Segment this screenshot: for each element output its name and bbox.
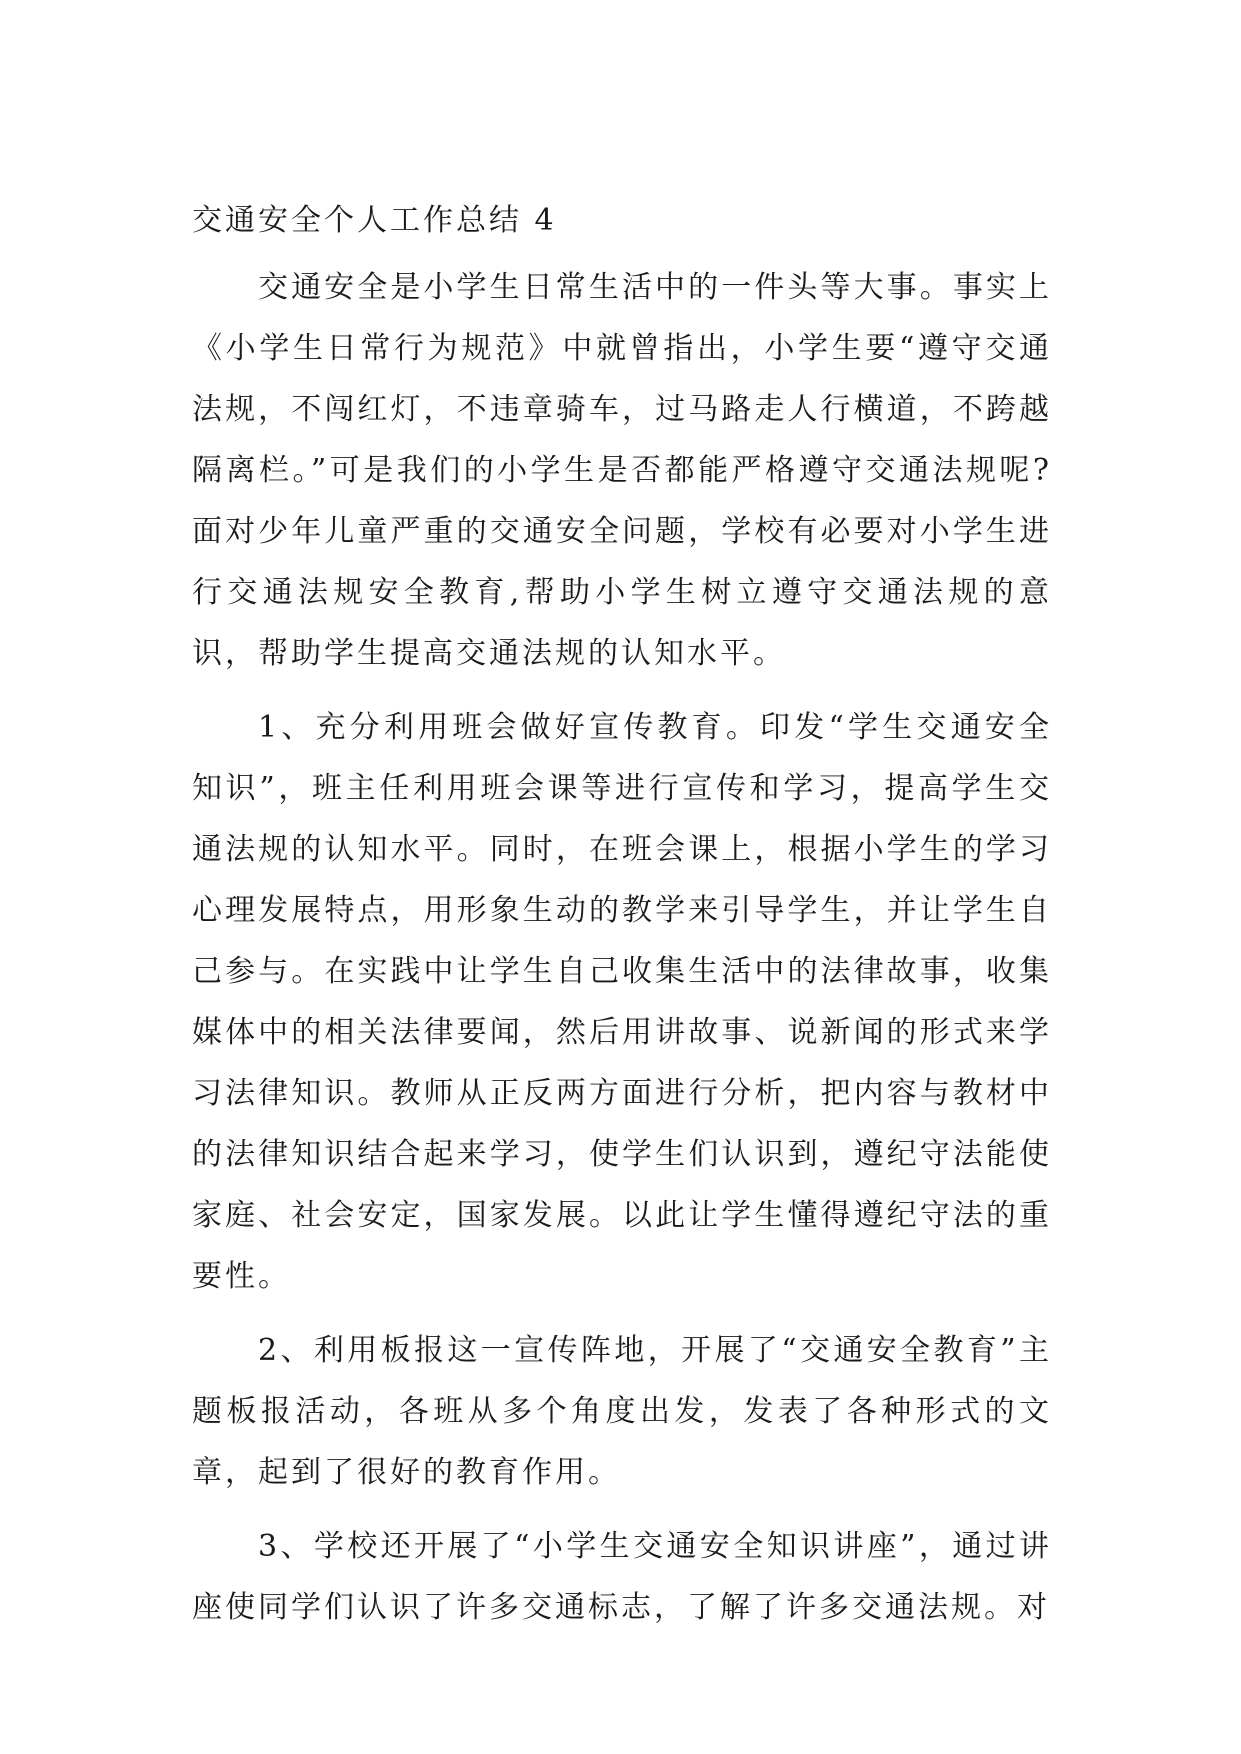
document-body	[192, 190, 1052, 1651]
paragraph-intro: 交通安全是小学生日常生活中的一件头等大事。事实上《小学生日常行为规范》中就曾指出，小学生要“遵守交通法规，不闯红灯，不违章骑车，过马路走人行横道，不跨越隔离栏。”可是我们的小学生是否都能严格遵守交通法规呢?面对少年儿童严重的交通安全问题，学校有必要对小学生进行交通法规安全教育,帮助小学生树立遵守交通法规的意识，帮助学生提高交通法规的认知水平。	[192, 270, 1052, 671]
paragraph-item-2: 2、利用板报这一宣传阵地，开展了“交通安全教育”主题板报活动，各班从多个角度出发，发表了各种形式的文章，起到了很好的教育作用。	[192, 1333, 1052, 1490]
paragraph-item-3: 3、学校还开展了“小学生交通安全知识讲座”，通过讲座使同学们认识了许多交通标志，了解了许多交通法规。对	[192, 1529, 1052, 1625]
document-title: 交通安全个人工作总结 4	[192, 203, 557, 238]
paragraph-item-1: 1、充分利用班会做好宣传教育。印发“学生交通安全知识”，班主任利用班会课等进行宣传和学习，提高学生交通法规的认知水平。同时，在班会课上，根据小学生的学习心理发展特点，用形象生动的教学来引导学生，并让学生自己参与。在实践中让学生自己收集生活中的法律故事，收集媒体中的相关法律要闻，然后用讲故事、说新闻的形式来学习法律知识。教师从正反两方面进行分析，把内容与教材中的法律知识结合起来学习，使学生们认识到，遵纪守法能使家庭、社会安定，国家发展。以此让学生懂得遵纪守法的重要性。	[192, 710, 1052, 1294]
